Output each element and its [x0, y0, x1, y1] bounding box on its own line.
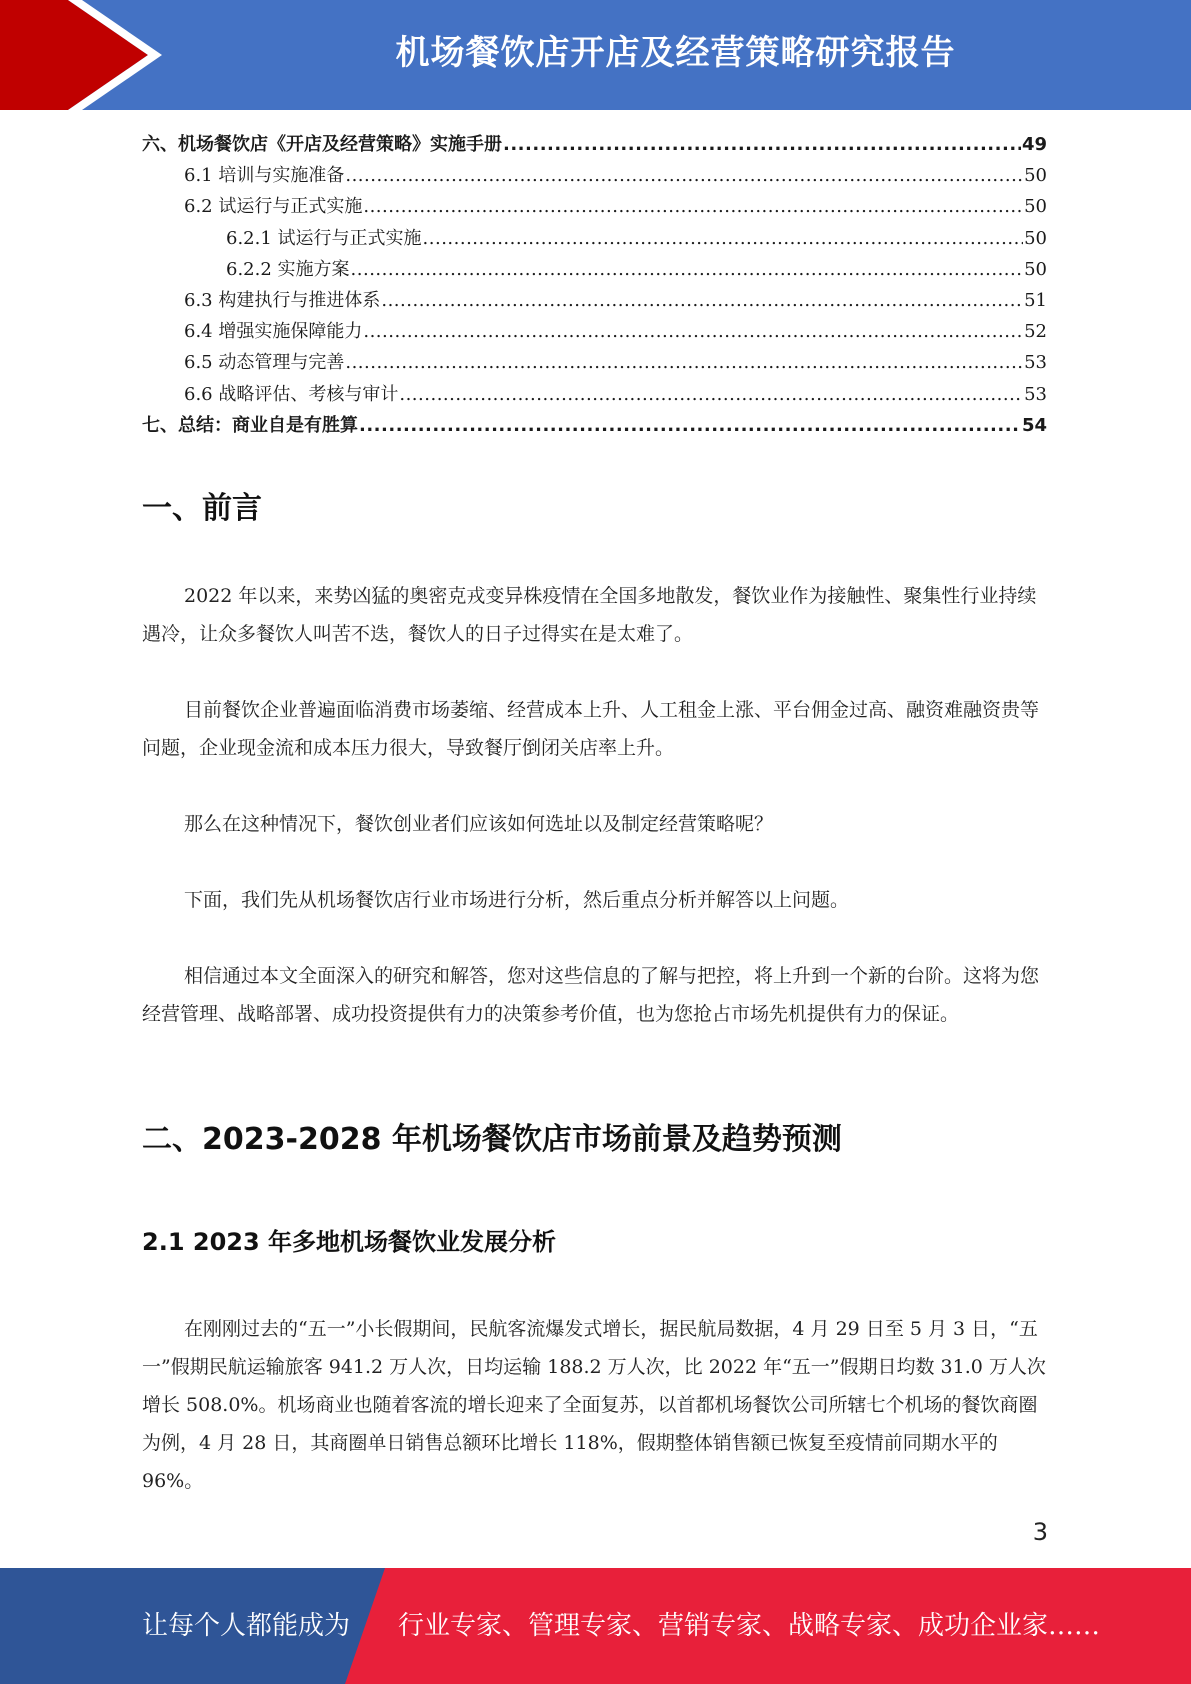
toc-leader-dots — [363, 196, 1023, 217]
subsection-paragraph: 在刚刚过去的“五一”小长假期间，民航客流爆发式增长，据民航局数据，4 月 29 日至 5 月 3 日，“五一”假期民航运输旅客 941.2 万人次，日均运输 188.2 万人次，比 2022 年“五一”假期日均数 31.0 万人次增长 508.0%。机场商业也随着客流的增长迎来了全面复苏，以首都机场餐饮公司所辖七个机场的餐饮商圈为例，4 月 28 日，其商圈单日销售总额环比增长 118%，假期整体销售额已恢复至疫情前同期水平的 96%。 — [142, 1318, 1046, 1492]
table-of-contents — [142, 130, 1047, 442]
footer-slogan-right: 行业专家、管理专家、营销专家、战略专家、成功企业家…… — [398, 1611, 1101, 1641]
toc-entry[interactable] — [142, 348, 1047, 379]
toc-entry-page: 54 — [1021, 414, 1047, 436]
toc-entry-page: 50 — [1024, 227, 1047, 249]
toc-entry-title: 6.4 增强实施保障能力 — [184, 321, 363, 343]
toc-leader-dots — [345, 165, 1023, 186]
page-footer — [0, 1568, 1191, 1684]
toc-entry-page: 53 — [1024, 383, 1047, 405]
toc-entry-page: 52 — [1024, 321, 1047, 343]
toc-entry[interactable] — [142, 255, 1047, 286]
toc-entry[interactable] — [142, 286, 1047, 317]
document-title: 机场餐饮店开店及经营策略研究报告 — [395, 33, 956, 73]
preface-paragraph: 相信通过本文全面深入的研究和解答，您对这些信息的了解与把控，将上升到一个新的台阶。这将为您经营管理、战略部署、成功投资提供有力的决策参考价值，也为您抢占市场先机提供有力的保证。 — [142, 965, 1040, 1025]
toc-entry-page: 50 — [1024, 196, 1047, 218]
toc-entry-page: 51 — [1024, 289, 1047, 311]
forecast-heading: 二、2023-2028 年机场餐饮店市场前景及趋势预测 — [142, 1122, 842, 1157]
preface-paragraph: 下面，我们先从机场餐饮店行业市场进行分析，然后重点分析并解答以上问题。 — [184, 889, 850, 911]
toc-entry-title: 六、机场餐饮店《开店及经营策略》实施手册 — [142, 134, 502, 155]
toc-leader-dots — [351, 259, 1024, 280]
footer-slogan-left: 让每个人都能成为 — [142, 1611, 351, 1641]
toc-leader-dots — [359, 415, 1021, 436]
page-number: 3 — [1032, 1518, 1048, 1546]
toc-entry-page: 50 — [1024, 258, 1047, 280]
preface-paragraph: 那么在这种情况下，餐饮创业者们应该如何选址以及制定经营策略呢？ — [184, 813, 774, 835]
toc-leader-dots — [399, 384, 1023, 405]
toc-entry[interactable] — [142, 224, 1047, 255]
toc-entry-title: 6.1 培训与实施准备 — [184, 165, 345, 187]
toc-entry[interactable] — [142, 411, 1047, 442]
toc-leader-dots — [381, 290, 1023, 311]
toc-leader-dots — [345, 352, 1023, 373]
toc-leader-dots — [503, 134, 1021, 155]
toc-entry-title: 6.5 动态管理与完善 — [184, 352, 345, 374]
toc-entry[interactable] — [142, 130, 1047, 161]
toc-entry-title: 6.3 构建执行与推进体系 — [184, 289, 381, 311]
toc-entry[interactable] — [142, 161, 1047, 192]
preface-heading: 一、前言 — [142, 491, 262, 526]
toc-leader-dots — [363, 321, 1023, 342]
toc-entry-title: 6.2.2 实施方案 — [226, 258, 350, 280]
toc-entry-page: 53 — [1024, 352, 1047, 374]
toc-entry-page: 49 — [1021, 134, 1047, 155]
subsection-heading: 2.1 2023 年多地机场餐饮业发展分析 — [142, 1228, 557, 1256]
toc-leader-dots — [423, 228, 1024, 249]
toc-entry[interactable] — [142, 380, 1047, 411]
toc-entry-title: 6.6 战略评估、考核与审计 — [184, 383, 399, 405]
preface-paragraph: 目前餐饮企业普遍面临消费市场萎缩、经营成本上升、人工租金上涨、平台佣金过高、融资难融资贵等问题，企业现金流和成本压力很大，导致餐厅倒闭关店率上升。 — [142, 699, 1040, 759]
page-header — [0, 0, 1191, 110]
toc-entry[interactable] — [142, 192, 1047, 223]
toc-entry[interactable] — [142, 317, 1047, 348]
preface-paragraph: 2022 年以来，来势凶猛的奥密克戎变异株疫情在全国多地散发，餐饮业作为接触性、聚集性行业持续遇冷，让众多餐饮人叫苦不迭，餐饮人的日子过得实在是太难了。 — [142, 585, 1037, 645]
toc-entry-title: 七、总结：商业自是有胜算 — [142, 414, 358, 436]
toc-entry-title: 6.2 试运行与正式实施 — [184, 196, 363, 218]
toc-entry-title: 6.2.1 试运行与正式实施 — [226, 227, 422, 249]
toc-entry-page: 50 — [1024, 165, 1047, 187]
